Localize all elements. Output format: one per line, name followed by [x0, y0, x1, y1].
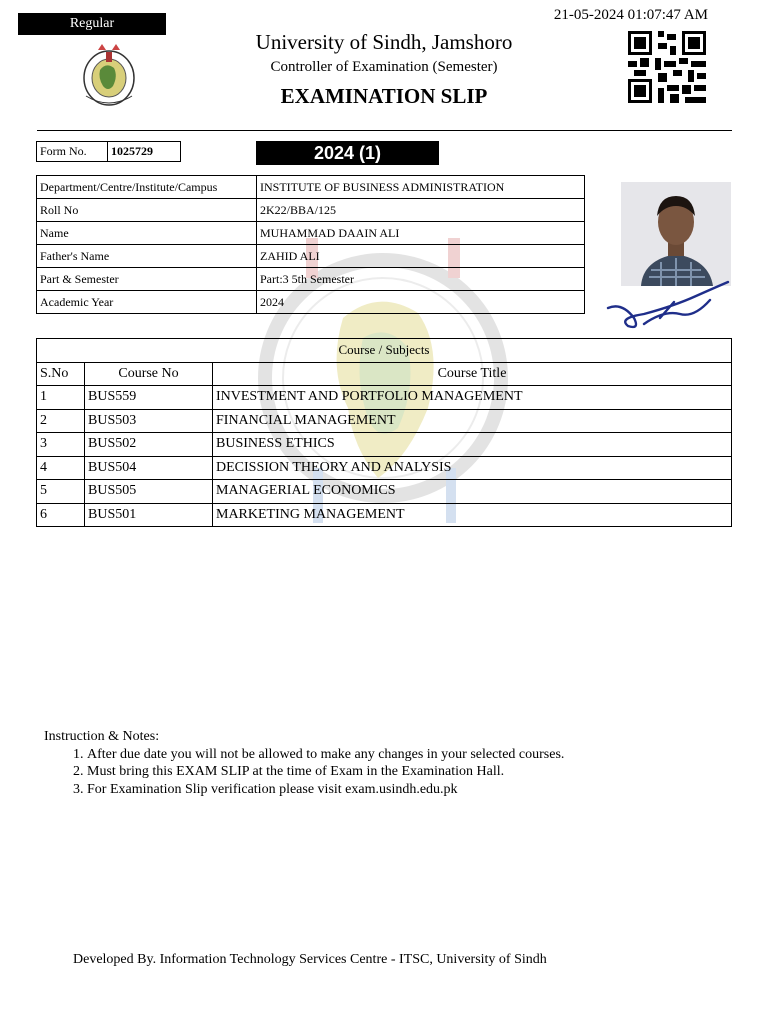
info-label: Academic Year	[37, 291, 257, 314]
course-code: BUS503	[85, 409, 213, 433]
course-code: BUS504	[85, 456, 213, 480]
courses-header-row	[37, 362, 732, 386]
course-sno: 3	[37, 433, 85, 457]
footer-credit: Developed By. Information Technology Services Centre - ITSC, University of Sindh	[73, 952, 547, 967]
table-row	[37, 409, 732, 433]
course-title: MARKETING MANAGEMENT	[213, 503, 732, 527]
info-label: Father's Name	[37, 245, 257, 268]
print-timestamp: 21-05-2024 01:07:47 AM	[553, 7, 708, 23]
university-name: University of Sindh, Jamshoro	[255, 30, 513, 54]
course-code: BUS502	[85, 433, 213, 457]
table-row	[37, 456, 732, 480]
course-code: BUS501	[85, 503, 213, 527]
info-label: Department/Centre/Institute/Campus	[37, 176, 257, 199]
info-label: Part & Semester	[37, 268, 257, 291]
controller-title: Controller of Examination (Semester)	[270, 59, 498, 75]
form-number-value: 1025729	[108, 142, 181, 162]
instruction-item: 2. Must bring this EXAM SLIP at the time of Exam in the Examination Hall.	[87, 763, 564, 781]
form-number-label: Form No.	[37, 142, 108, 162]
info-value: ZAHID ALI	[257, 245, 585, 268]
info-row-department	[37, 176, 585, 199]
table-row	[37, 386, 732, 410]
student-photo	[621, 182, 731, 286]
column-header-course-no: Course No	[85, 362, 213, 386]
info-row-name	[37, 222, 585, 245]
course-code: BUS559	[85, 386, 213, 410]
instruction-item: 3. For Examination Slip verification please visit exam.usindh.edu.pk	[87, 781, 564, 799]
header-divider	[37, 130, 732, 131]
courses-caption: Course / Subjects	[37, 339, 732, 363]
instruction-item: 1. After due date you will not be allowed to make any changes in your selected courses.	[87, 746, 564, 764]
table-row	[37, 503, 732, 527]
course-title: BUSINESS ETHICS	[213, 433, 732, 457]
info-row-father-name	[37, 245, 585, 268]
course-sno: 6	[37, 503, 85, 527]
info-row-part-semester	[37, 268, 585, 291]
info-label: Roll No	[37, 199, 257, 222]
info-row-roll-no	[37, 199, 585, 222]
instructions-section	[44, 728, 564, 798]
info-value: 2024	[257, 291, 585, 314]
slip-type-badge: Regular	[18, 13, 166, 35]
course-sno: 2	[37, 409, 85, 433]
info-value: INSTITUTE OF BUSINESS ADMINISTRATION	[257, 176, 585, 199]
info-value: Part:3 5th Semester	[257, 268, 585, 291]
instructions-title: Instruction & Notes:	[44, 729, 160, 744]
course-sno: 4	[37, 456, 85, 480]
table-row	[37, 433, 732, 457]
course-sno: 1	[37, 386, 85, 410]
table-row	[37, 480, 732, 504]
courses-table	[36, 338, 732, 527]
exam-session: 2024 (1)	[256, 141, 439, 165]
info-label: Name	[37, 222, 257, 245]
course-title: INVESTMENT AND PORTFOLIO MANAGEMENT	[213, 386, 732, 410]
column-header-sno: S.No	[37, 362, 85, 386]
qr-code-icon	[628, 31, 706, 103]
info-value: 2K22/BBA/125	[257, 199, 585, 222]
course-title: MANAGERIAL ECONOMICS	[213, 480, 732, 504]
form-number-box	[36, 141, 181, 162]
slip-title: EXAMINATION SLIP	[280, 84, 488, 108]
student-info-table	[36, 175, 585, 314]
course-sno: 5	[37, 480, 85, 504]
course-title: DECISSION THEORY AND ANALYSIS	[213, 456, 732, 480]
instructions-list	[44, 746, 564, 799]
course-code: BUS505	[85, 480, 213, 504]
info-row-academic-year	[37, 291, 585, 314]
column-header-course-title: Course Title	[213, 362, 732, 386]
student-signature	[604, 274, 734, 336]
info-value: MUHAMMAD DAAIN ALI	[257, 222, 585, 245]
course-title: FINANCIAL MANAGEMENT	[213, 409, 732, 433]
